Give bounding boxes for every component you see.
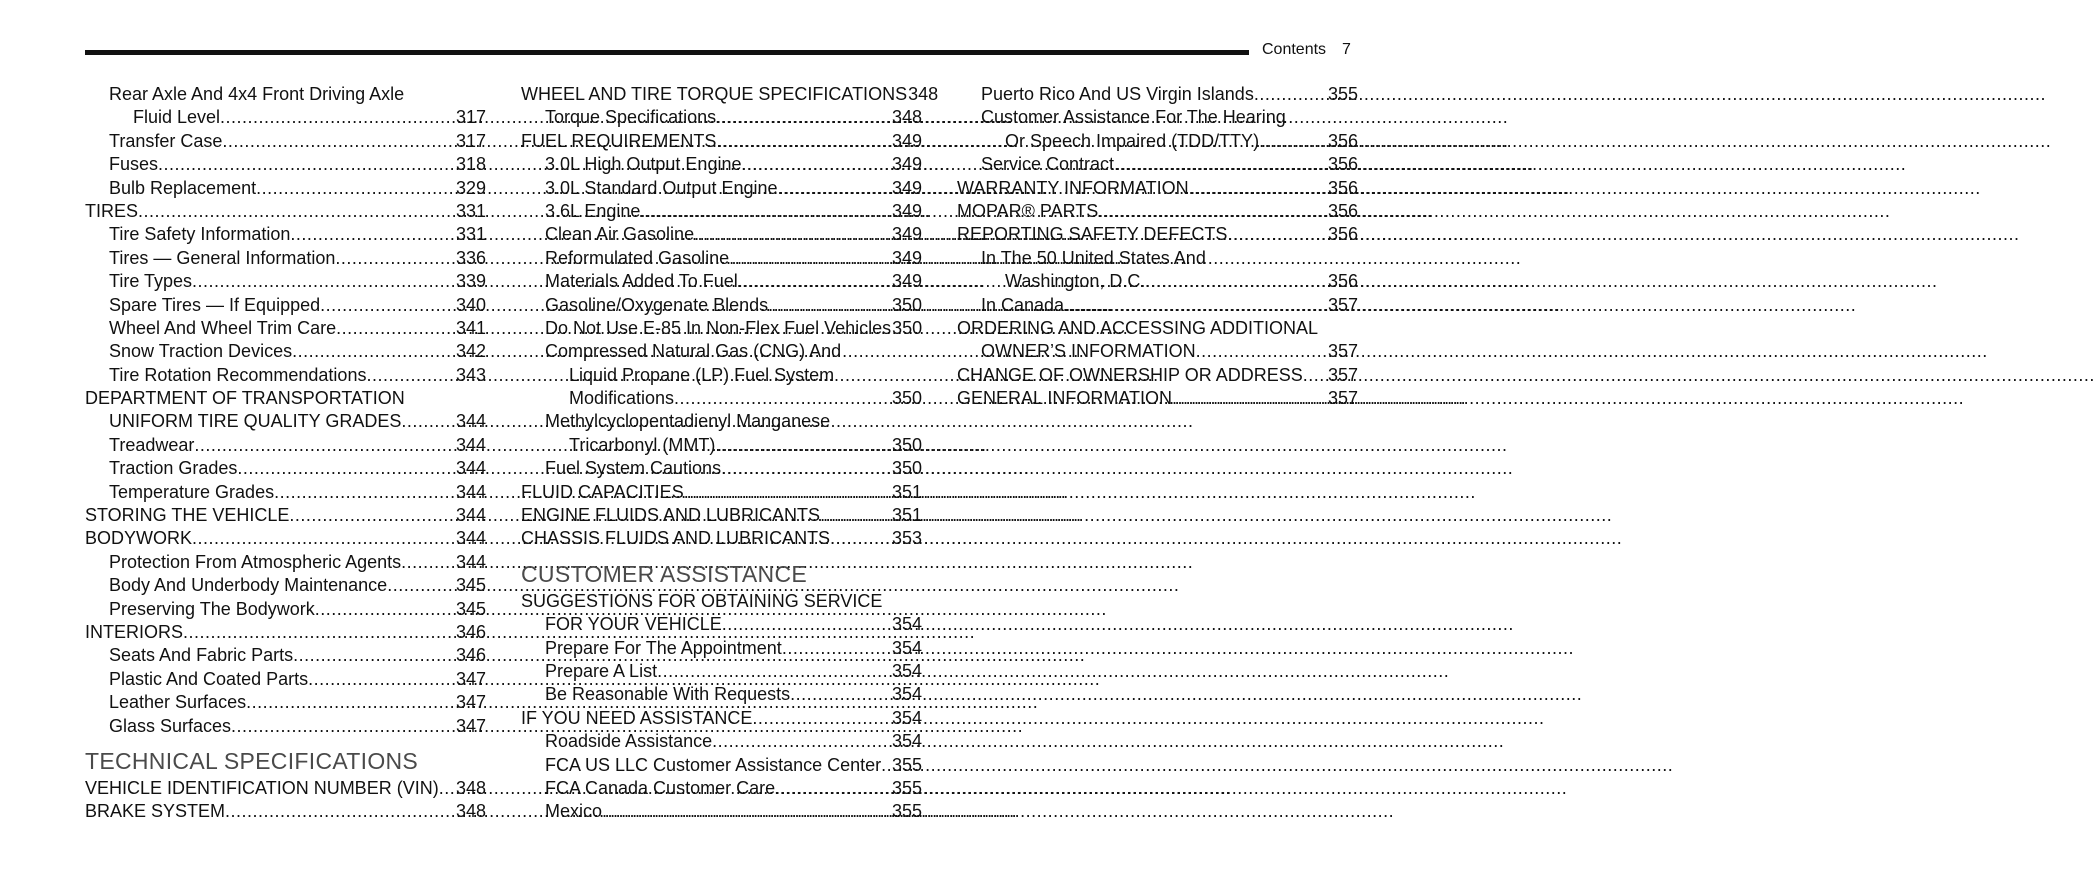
toc-entry-title: In The 50 United States And xyxy=(981,247,1206,268)
toc-entry[interactable] xyxy=(85,270,486,293)
toc-entry-page-number: 355 xyxy=(891,801,922,822)
toc-entry-page-number: 354 xyxy=(891,731,922,752)
toc-entry-title: Compressed Natural Gas (CNG) And xyxy=(545,341,842,362)
toc-entry-title: Washington, D.C. xyxy=(1005,271,1146,292)
toc-entry[interactable] xyxy=(85,527,486,550)
toc-entry[interactable] xyxy=(85,200,486,223)
toc-entry-page-number: 346 xyxy=(455,621,486,642)
toc-entry[interactable] xyxy=(85,247,486,270)
dot-leader xyxy=(308,668,455,691)
toc-entry-title: UNIFORM TIRE QUALITY GRADES xyxy=(109,411,402,432)
toc-entry-page-number: 353 xyxy=(891,528,922,549)
toc-entry[interactable] xyxy=(521,800,922,823)
toc-entry[interactable] xyxy=(521,223,922,246)
dot-leader xyxy=(1189,177,1327,200)
toc-entry-title: Puerto Rico And US Virgin Islands xyxy=(981,84,1254,104)
toc-entry[interactable] xyxy=(957,294,1358,317)
toc-column-1 xyxy=(85,83,486,824)
toc-entry[interactable] xyxy=(957,340,1358,363)
toc-entry[interactable] xyxy=(521,707,922,730)
toc-entry[interactable] xyxy=(521,153,922,176)
toc-entry-page-number: 339 xyxy=(455,271,486,292)
running-header xyxy=(1262,40,1351,60)
dot-leader xyxy=(752,707,891,730)
toc-entry-title: TIRES xyxy=(85,200,139,221)
toc-entry-page-number: 347 xyxy=(455,692,486,713)
toc-entry[interactable] xyxy=(957,387,1358,410)
toc-entry-page-number: 351 xyxy=(891,505,922,526)
toc-entry-title: 3.0L High Output Engine xyxy=(545,154,742,175)
toc-entry-page-number: 349 xyxy=(891,200,922,221)
dot-leader xyxy=(694,223,891,246)
toc-entry-page-number: 345 xyxy=(455,598,486,619)
dot-leader xyxy=(1172,387,1327,410)
toc-entry-page-number: 357 xyxy=(1327,388,1358,409)
toc-entry-title: Clean Air Gasoline xyxy=(545,224,695,245)
toc-entry[interactable] xyxy=(521,294,922,317)
toc-entry-title: SUGGESTIONS FOR OBTAINING SERVICE xyxy=(521,590,883,611)
toc-entry-title: Customer Assistance For The Hearing xyxy=(981,107,1286,128)
dot-leader xyxy=(256,177,455,200)
toc-entry[interactable] xyxy=(85,800,486,823)
toc-entry[interactable] xyxy=(521,434,922,457)
dot-leader xyxy=(1227,223,1327,246)
toc-entry-page-number: 349 xyxy=(891,154,922,175)
toc-entry[interactable] xyxy=(521,660,922,683)
toc-entry-title: BRAKE SYSTEM xyxy=(85,801,226,822)
dot-leader xyxy=(684,481,891,504)
toc-entry-page-number: 348 xyxy=(908,84,939,104)
toc-entry-page-number: 350 xyxy=(891,294,922,315)
toc-entry[interactable] xyxy=(521,754,922,777)
toc-entry[interactable] xyxy=(85,551,486,574)
toc-entry-title: Do Not Use E-85 In Non-Flex Fuel Vehicles xyxy=(545,317,892,338)
toc-entry-page-number: 349 xyxy=(891,130,922,151)
toc-entry-page-number: 357 xyxy=(1327,294,1358,315)
toc-entry-title: Prepare A List xyxy=(545,660,658,681)
toc-entry-title: Snow Traction Devices xyxy=(109,341,293,362)
dot-leader xyxy=(220,106,455,129)
toc-entry-title: Tricarbonyl (MMT) xyxy=(569,434,716,455)
dot-leader xyxy=(1114,153,1327,176)
dot-leader xyxy=(712,730,891,753)
toc-entry[interactable] xyxy=(521,590,922,613)
dot-leader xyxy=(401,410,455,433)
toc-entry[interactable] xyxy=(521,457,922,480)
toc-entry-title: Transfer Case xyxy=(109,130,223,151)
toc-entry-page-number: 348 xyxy=(891,107,922,128)
dot-leader xyxy=(292,340,455,363)
toc-entry-page-number: 344 xyxy=(455,481,486,502)
toc-entry[interactable] xyxy=(521,364,922,387)
toc-entry-title: 3.6L Engine xyxy=(545,200,641,221)
toc-entry-title: Liquid Propane (LP) Fuel System xyxy=(569,364,835,385)
toc-entry[interactable] xyxy=(85,457,486,480)
dot-leader xyxy=(1098,200,1327,223)
toc-entry-title: Reformulated Gasoline xyxy=(545,247,730,268)
toc-entry-page-number: 344 xyxy=(455,458,486,479)
toc-entry-title: Tire Safety Information xyxy=(109,224,291,245)
dot-leader xyxy=(1064,294,1327,317)
toc-entry-title: Methylcyclopentadienyl Manganese xyxy=(545,411,831,432)
toc-entry-title: ORDERING AND ACCESSING ADDITIONAL xyxy=(957,317,1319,338)
toc-entry[interactable] xyxy=(957,364,1358,387)
toc-entry-title: OWNER’S INFORMATION xyxy=(981,341,1196,362)
toc-entry-title: Spare Tires — If Equipped xyxy=(109,294,321,315)
dot-leader xyxy=(315,598,455,621)
dot-leader xyxy=(336,317,455,340)
toc-entry[interactable] xyxy=(85,340,486,363)
toc-entry[interactable] xyxy=(85,106,486,129)
toc-entry[interactable] xyxy=(957,270,1358,293)
section-heading: CUSTOMER ASSISTANCE xyxy=(521,560,808,587)
toc-entry-page-number: 344 xyxy=(455,551,486,572)
dot-leader xyxy=(158,153,455,176)
toc-entry-title: IF YOU NEED ASSISTANCE xyxy=(521,707,753,728)
toc-entry-title: Treadwear xyxy=(109,434,195,455)
toc-entry[interactable] xyxy=(521,410,922,433)
toc-entry[interactable] xyxy=(85,364,486,387)
toc-entry-title: Prepare For The Appointment xyxy=(545,637,782,658)
dot-leader xyxy=(674,387,891,410)
toc-entry[interactable] xyxy=(85,153,486,176)
dot-leader xyxy=(246,691,455,714)
toc-entry[interactable] xyxy=(957,177,1358,200)
toc-entry-title: Fuses xyxy=(109,154,159,175)
toc-entry-page-number: 329 xyxy=(455,177,486,198)
toc-entry-title: Bulb Replacement xyxy=(109,177,257,198)
dot-leader xyxy=(830,527,891,550)
dot-leader xyxy=(1196,340,1327,363)
toc-entry-title: CHANGE OF OWNERSHIP OR ADDRESS xyxy=(957,364,1303,385)
toc-entry-title: Plastic And Coated Parts xyxy=(109,668,309,689)
dot-leader xyxy=(716,106,891,129)
toc-entry-page-number: 349 xyxy=(891,224,922,245)
toc-entry-page-number: 350 xyxy=(891,458,922,479)
toc-entry[interactable] xyxy=(85,668,486,691)
toc-entry[interactable] xyxy=(521,270,922,293)
toc-entry[interactable] xyxy=(85,644,486,667)
dot-leader xyxy=(881,754,891,777)
running-header-title: Contents xyxy=(1262,41,1327,58)
toc-entry-title: FCA Canada Customer Care xyxy=(545,777,776,798)
toc-entry-page-number: 340 xyxy=(455,294,486,315)
toc-entry-page-number: 317 xyxy=(455,130,486,151)
toc-entry-page-number: 350 xyxy=(891,388,922,409)
toc-entry[interactable] xyxy=(957,317,1358,340)
dot-leader xyxy=(640,200,891,223)
toc-entry-title: FCA US LLC Customer Assistance Center xyxy=(545,754,882,775)
toc-entry[interactable] xyxy=(85,410,486,433)
toc-entry[interactable] xyxy=(85,574,486,597)
toc-entry-title: Glass Surfaces xyxy=(109,715,232,736)
toc-entry-title: Service Contract xyxy=(981,154,1115,175)
dot-leader xyxy=(716,130,891,153)
toc-column-2 xyxy=(521,83,939,824)
dot-leader xyxy=(366,364,455,387)
toc-entry-page-number: 348 xyxy=(455,801,486,822)
toc-entry[interactable] xyxy=(521,683,922,706)
toc-entry-title: CHASSIS FLUIDS AND LUBRICANTS xyxy=(521,528,831,549)
toc-entry[interactable] xyxy=(957,153,1358,176)
dot-leader xyxy=(401,551,455,574)
toc-entry[interactable] xyxy=(521,730,922,753)
dot-leader xyxy=(1303,364,1327,387)
toc-entry-title: Rear Axle And 4x4 Front Driving Axle xyxy=(109,84,405,104)
dot-leader xyxy=(290,223,455,246)
toc-entry-page-number: 341 xyxy=(455,317,486,338)
toc-entry-page-number: 354 xyxy=(891,660,922,681)
toc-entry-page-number: 349 xyxy=(891,247,922,268)
toc-entry-page-number: 356 xyxy=(1327,200,1358,221)
toc-entry[interactable] xyxy=(85,434,486,457)
toc-entry[interactable] xyxy=(521,481,922,504)
toc-entry-title: BODYWORK xyxy=(85,528,193,549)
toc-entry-page-number: 331 xyxy=(455,200,486,221)
dot-leader xyxy=(768,294,891,317)
toc-entry[interactable] xyxy=(521,613,922,636)
dot-leader xyxy=(657,660,891,683)
dot-leader xyxy=(1254,83,1327,106)
toc-entry-title: STORING THE VEHICLE xyxy=(85,505,290,526)
section-heading: TECHNICAL SPECIFICATIONS xyxy=(85,747,419,774)
dot-leader xyxy=(222,130,455,153)
toc-entry-page-number: 357 xyxy=(1327,341,1358,362)
toc-entry-page-number: 354 xyxy=(891,614,922,635)
dot-leader xyxy=(741,153,890,176)
dot-leader xyxy=(778,177,891,200)
toc-entry-title: Tire Types xyxy=(109,271,193,292)
toc-entry-page-number: 356 xyxy=(1327,224,1358,245)
toc-entry-page-number: 342 xyxy=(455,341,486,362)
toc-entry-page-number: 354 xyxy=(891,684,922,705)
dot-leader xyxy=(715,434,891,457)
toc-entry[interactable] xyxy=(521,527,922,550)
toc-entry[interactable] xyxy=(85,715,486,738)
toc-entry-title: REPORTING SAFETY DEFECTS xyxy=(957,224,1228,245)
toc-entry-title: Preserving The Bodywork xyxy=(109,598,315,619)
dot-leader xyxy=(782,637,891,660)
dot-leader xyxy=(820,504,891,527)
toc-entry[interactable] xyxy=(85,130,486,153)
toc-entry-page-number: 350 xyxy=(892,317,923,338)
toc-entry[interactable] xyxy=(521,387,922,410)
dot-leader xyxy=(194,434,455,457)
toc-entry[interactable] xyxy=(85,83,486,106)
dot-leader xyxy=(192,270,455,293)
toc-entry-title: Roadside Assistance xyxy=(545,731,713,752)
dot-leader xyxy=(439,777,455,800)
dot-leader xyxy=(274,481,455,504)
toc-entry-page-number: 355 xyxy=(891,754,922,775)
toc-entry-title: Torque Specifications xyxy=(545,107,717,128)
toc-entry[interactable] xyxy=(957,106,1358,129)
toc-entry-page-number: 345 xyxy=(455,575,486,596)
toc-entry-page-number: 347 xyxy=(455,668,486,689)
toc-entry-title: Fluid Level xyxy=(133,107,221,128)
toc-entry-page-number: 346 xyxy=(455,645,486,666)
toc-entry[interactable] xyxy=(85,598,486,621)
toc-entry-page-number: 356 xyxy=(1327,130,1358,151)
toc-entry[interactable] xyxy=(521,106,922,129)
toc-entry[interactable] xyxy=(85,294,486,317)
dot-leader xyxy=(192,527,455,550)
toc-entry-page-number: 344 xyxy=(455,528,486,549)
toc-entry[interactable] xyxy=(85,504,486,527)
toc-entry-title: MOPAR® PARTS xyxy=(957,200,1099,221)
toc-entry[interactable] xyxy=(521,83,939,106)
toc-entry-page-number: 344 xyxy=(455,505,486,526)
dot-leader xyxy=(721,457,891,480)
toc-entry-title: VEHICLE IDENTIFICATION NUMBER (VIN) xyxy=(85,777,439,798)
toc-entry-page-number: 355 xyxy=(891,777,922,798)
toc-entry-title: FLUID CAPACITIES xyxy=(521,481,684,502)
toc-entry-title: GENERAL INFORMATION xyxy=(957,388,1173,409)
dot-leader xyxy=(289,504,455,527)
toc-entry-page-number: 357 xyxy=(1327,364,1358,385)
dot-leader xyxy=(138,200,455,223)
toc-entry[interactable] xyxy=(85,691,486,714)
toc-entry-page-number: 318 xyxy=(455,154,486,175)
toc-entry-page-number: 354 xyxy=(891,707,922,728)
toc-entry-title: Seats And Fabric Parts xyxy=(109,645,294,666)
toc-entry-page-number: 336 xyxy=(455,247,486,268)
toc-entry-title: 3.0L Standard Output Engine xyxy=(545,177,778,198)
toc-entry[interactable] xyxy=(85,621,486,644)
toc-entry-page-number: 349 xyxy=(891,177,922,198)
toc-entry-title: Body And Underbody Maintenance xyxy=(109,575,388,596)
toc-entry-page-number: 354 xyxy=(891,637,922,658)
running-header-page-number: 7 xyxy=(1342,41,1351,58)
toc-entry-page-number: 356 xyxy=(1327,177,1358,198)
toc-entry-title: Materials Added To Fuel xyxy=(545,271,738,292)
dot-leader xyxy=(293,644,455,667)
toc-entry[interactable] xyxy=(85,223,486,246)
dot-leader xyxy=(225,800,455,823)
toc-entry-title: WARRANTY INFORMATION xyxy=(957,177,1189,198)
dot-leader xyxy=(790,683,891,706)
toc-entry-title: DEPARTMENT OF TRANSPORTATION xyxy=(85,388,405,409)
toc-entry-page-number: 356 xyxy=(1327,154,1358,175)
toc-entry-page-number: 344 xyxy=(455,411,486,432)
toc-entry-title: Fuel System Cautions xyxy=(545,458,722,479)
toc-entry[interactable] xyxy=(521,504,922,527)
toc-entry-title: FUEL REQUIREMENTS xyxy=(521,130,717,151)
toc-entry[interactable] xyxy=(521,637,922,660)
toc-entry[interactable] xyxy=(521,247,922,270)
toc-entry[interactable] xyxy=(957,200,1358,223)
toc-entry[interactable] xyxy=(85,777,486,800)
dot-leader xyxy=(320,294,455,317)
toc-entry[interactable] xyxy=(521,317,922,340)
toc-entry[interactable] xyxy=(85,481,486,504)
toc-entry-page-number: 350 xyxy=(891,434,922,455)
toc-entry-page-number: 331 xyxy=(455,224,486,245)
toc-entry[interactable] xyxy=(957,223,1358,246)
toc-entry[interactable] xyxy=(521,200,922,223)
toc-entry-page-number: 349 xyxy=(891,271,922,292)
toc-entry-title: Be Reasonable With Requests xyxy=(545,684,791,705)
toc-entry-title: Modifications xyxy=(569,388,675,409)
toc-entry-title: Traction Grades xyxy=(109,458,238,479)
toc-entry[interactable] xyxy=(85,317,486,340)
toc-entry-title: INTERIORS xyxy=(85,621,184,642)
toc-entry-page-number: 317 xyxy=(455,107,486,128)
toc-column-3 xyxy=(957,83,1358,410)
dot-leader xyxy=(722,613,891,636)
dot-leader xyxy=(237,457,455,480)
dot-leader xyxy=(738,270,891,293)
toc-entry-title: Gasoline/Oxygenate Blends xyxy=(545,294,769,315)
toc-entry[interactable] xyxy=(85,177,486,200)
toc-entry-title: Leather Surfaces xyxy=(109,692,247,713)
toc-entry-title: Protection From Atmospheric Agents xyxy=(109,551,402,572)
dot-leader xyxy=(387,574,455,597)
toc-entry-title: ENGINE FLUIDS AND LUBRICANTS xyxy=(521,505,821,526)
dot-leader xyxy=(1259,130,1327,153)
toc-entry-page-number: 348 xyxy=(455,777,486,798)
toc-entry-title: Wheel And Wheel Trim Care xyxy=(109,317,337,338)
toc-entry-title: Tires — General Information xyxy=(109,247,336,268)
toc-entry-page-number: 356 xyxy=(1327,271,1358,292)
dot-leader xyxy=(1145,270,1327,293)
dot-leader xyxy=(335,247,455,270)
toc-entry-page-number: 355 xyxy=(1327,84,1358,104)
toc-entry-page-number: 343 xyxy=(455,364,486,385)
toc-entry-page-number: 351 xyxy=(891,481,922,502)
toc-entry[interactable] xyxy=(957,247,1358,270)
toc-entry-title: Or Speech Impaired (TDD/TTY) xyxy=(1005,130,1260,151)
dot-leader xyxy=(231,715,455,738)
dot-leader xyxy=(775,777,891,800)
header-rule xyxy=(85,50,1249,55)
toc-entry-title: Mexico xyxy=(545,801,603,822)
toc-entry[interactable] xyxy=(957,130,1358,153)
dot-leader xyxy=(729,247,891,270)
toc-entry-title: WHEEL AND TIRE TORQUE SPECIFICATIONS xyxy=(521,84,908,104)
toc-entry[interactable] xyxy=(85,387,486,410)
toc-entry[interactable] xyxy=(957,83,1358,106)
toc-entry-title: FOR YOUR VEHICLE xyxy=(545,614,722,635)
toc-entry-title: Temperature Grades xyxy=(109,481,275,502)
toc-entry-title: Tire Rotation Recommendations xyxy=(109,364,367,385)
toc-entry[interactable] xyxy=(521,130,922,153)
dot-leader xyxy=(183,621,455,644)
toc-entry[interactable] xyxy=(521,777,922,800)
toc-entry-page-number: 347 xyxy=(455,715,486,736)
toc-entry[interactable] xyxy=(521,177,922,200)
toc-entry-page-number: 344 xyxy=(455,434,486,455)
toc-entry[interactable] xyxy=(521,340,922,363)
dot-leader xyxy=(602,800,891,823)
toc-entry-title: In Canada xyxy=(981,294,1065,315)
